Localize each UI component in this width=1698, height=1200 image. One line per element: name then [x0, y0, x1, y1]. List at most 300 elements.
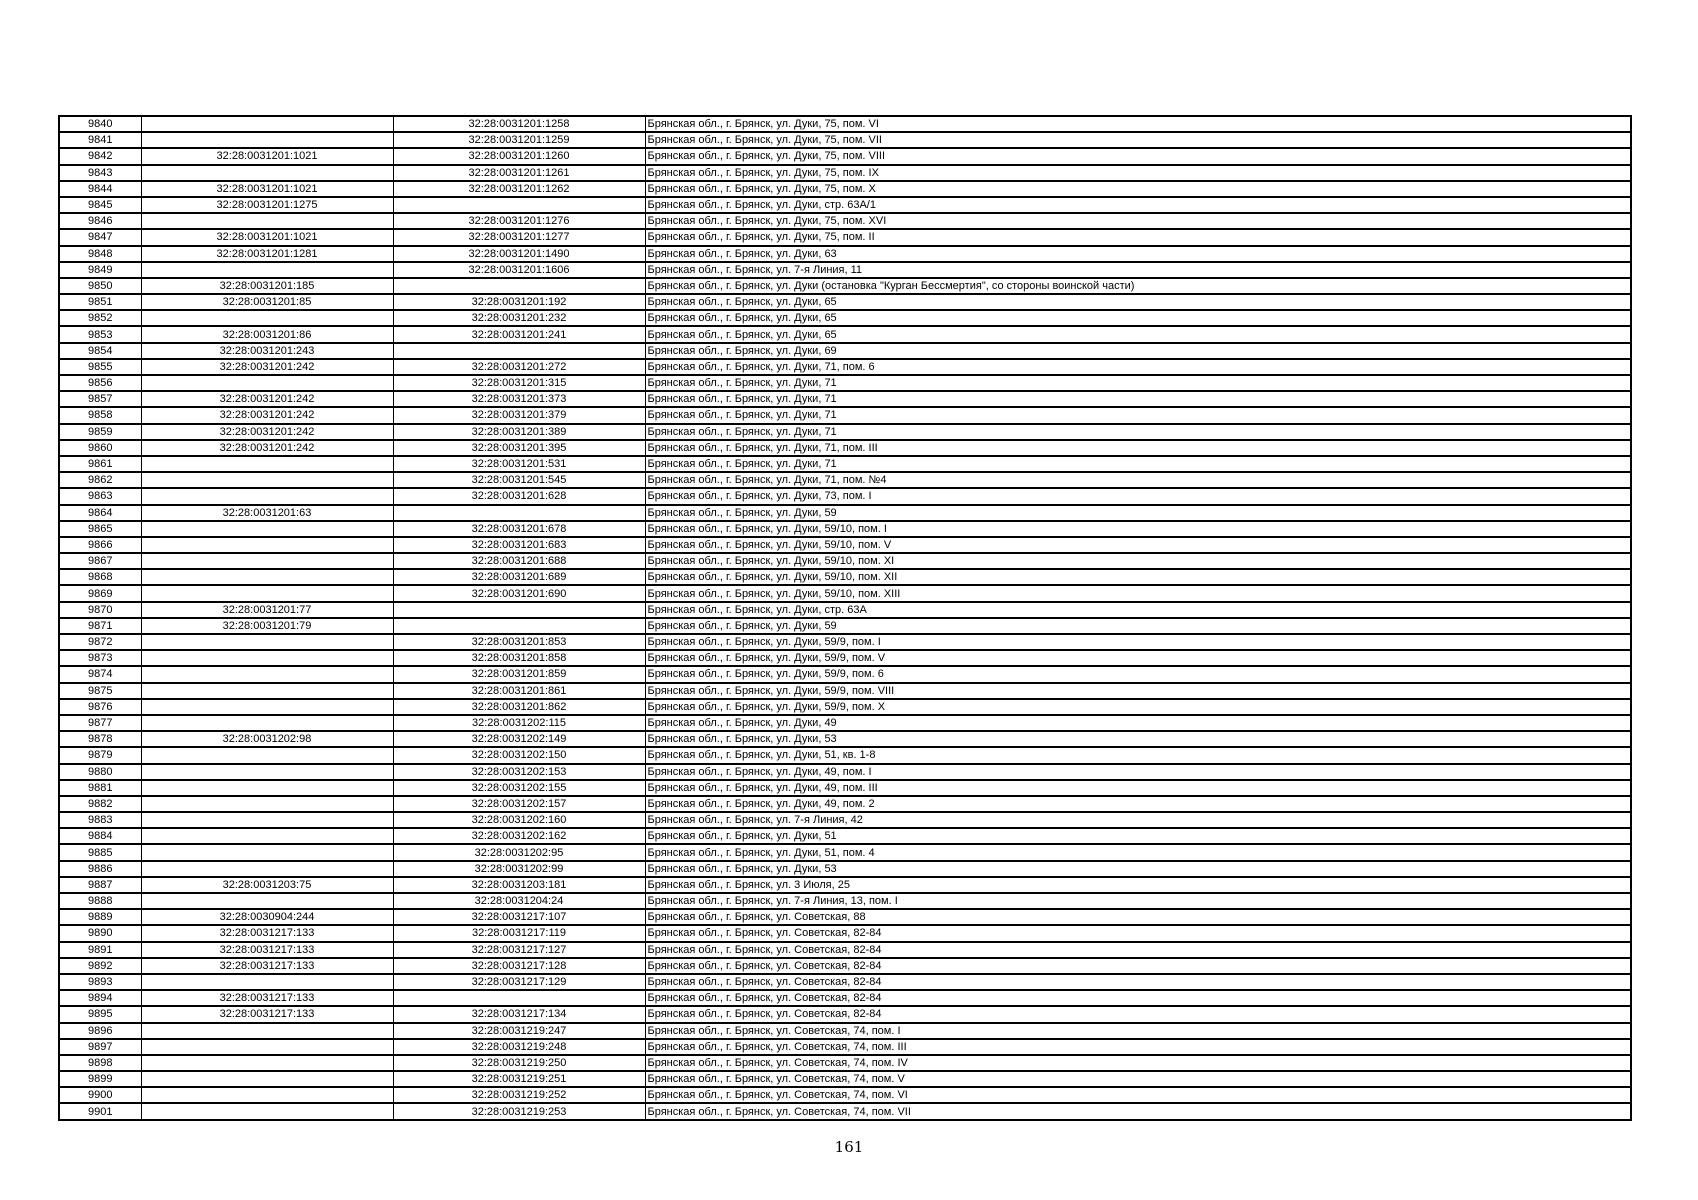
cadastral-number-b-cell: 32:28:0031201:545	[393, 472, 645, 488]
cadastral-number-b-cell: 32:28:0031201:272	[393, 359, 645, 375]
cadastral-number-a-cell	[141, 974, 393, 990]
table-row	[59, 213, 1631, 229]
address-cell: Брянская обл., г. Брянск, ул. Дуки, 59	[645, 505, 1631, 521]
address-cell: Брянская обл., г. Брянск, ул. Советская, 74, пом. IV	[645, 1055, 1631, 1071]
cadastral-number-b-cell	[393, 990, 645, 1006]
address-cell: Брянская обл., г. Брянск, ул. Дуки, стр. 63А	[645, 602, 1631, 618]
address-cell: Брянская обл., г. Брянск, ул. Дуки, 75, пом. VII	[645, 132, 1631, 148]
row-number-cell: 9868	[59, 569, 141, 585]
cadastral-number-a-cell	[141, 683, 393, 699]
address-cell: Брянская обл., г. Брянск, ул. 3 Июля, 25	[645, 877, 1631, 893]
address-cell: Брянская обл., г. Брянск, ул. Дуки, 59/10, пом. XI	[645, 553, 1631, 569]
address-cell: Брянская обл., г. Брянск, ул. Дуки, 71	[645, 407, 1631, 423]
table-row	[59, 909, 1631, 925]
table-row	[59, 440, 1631, 456]
address-cell: Брянская обл., г. Брянск, ул. Дуки, 71	[645, 424, 1631, 440]
cadastral-number-b-cell: 32:28:0031201:389	[393, 424, 645, 440]
cadastral-number-b-cell: 32:28:0031219:247	[393, 1023, 645, 1039]
cadastral-number-b-cell: 32:28:0031202:115	[393, 715, 645, 731]
cadastral-number-b-cell: 32:28:0031201:688	[393, 553, 645, 569]
row-number-cell: 9896	[59, 1023, 141, 1039]
row-number-cell: 9875	[59, 683, 141, 699]
cadastral-number-b-cell: 32:28:0031204:24	[393, 893, 645, 909]
address-cell: Брянская обл., г. Брянск, ул. Дуки, 71	[645, 456, 1631, 472]
table-row	[59, 602, 1631, 618]
cadastral-number-b-cell: 32:28:0031201:379	[393, 407, 645, 423]
row-number-cell: 9876	[59, 699, 141, 715]
table-row	[59, 699, 1631, 715]
row-number-cell: 9843	[59, 165, 141, 181]
row-number-cell: 9855	[59, 359, 141, 375]
cadastral-number-a-cell	[141, 132, 393, 148]
cadastral-number-b-cell: 32:28:0031201:1490	[393, 246, 645, 262]
cadastral-number-a-cell: 32:28:0031201:243	[141, 343, 393, 359]
table-row	[59, 942, 1631, 958]
table-row	[59, 1055, 1631, 1071]
address-cell: Брянская обл., г. Брянск, ул. 7-я Линия, 11	[645, 262, 1631, 278]
cadastral-number-a-cell	[141, 375, 393, 391]
row-number-cell: 9867	[59, 553, 141, 569]
table-row	[59, 666, 1631, 682]
table-row	[59, 618, 1631, 634]
row-number-cell: 9893	[59, 974, 141, 990]
cadastral-number-b-cell: 32:28:0031219:248	[393, 1039, 645, 1055]
cadastral-number-b-cell: 32:28:0031217:119	[393, 925, 645, 941]
cadastral-number-a-cell	[141, 569, 393, 585]
row-number-cell: 9854	[59, 343, 141, 359]
table-row	[59, 650, 1631, 666]
address-cell: Брянская обл., г. Брянск, ул. Советская, 74, пом. VI	[645, 1087, 1631, 1103]
table-row	[59, 246, 1631, 262]
cadastral-number-b-cell: 32:28:0031201:858	[393, 650, 645, 666]
table-row	[59, 181, 1631, 197]
cadastral-number-b-cell: 32:28:0031202:157	[393, 796, 645, 812]
registry-table	[58, 115, 1632, 1121]
cadastral-number-a-cell	[141, 666, 393, 682]
table-row	[59, 569, 1631, 585]
cadastral-number-b-cell: 32:28:0031202:95	[393, 844, 645, 860]
address-cell: Брянская обл., г. Брянск, ул. Дуки, 49, пом. I	[645, 764, 1631, 780]
cadastral-number-b-cell: 32:28:0031201:1276	[393, 213, 645, 229]
cadastral-number-a-cell	[141, 828, 393, 844]
cadastral-number-a-cell	[141, 165, 393, 181]
row-number-cell: 9852	[59, 310, 141, 326]
cadastral-number-b-cell: 32:28:0031202:162	[393, 828, 645, 844]
table-row	[59, 1071, 1631, 1087]
cadastral-number-a-cell: 32:28:0031201:242	[141, 424, 393, 440]
table-row	[59, 747, 1631, 763]
table-row	[59, 229, 1631, 245]
cadastral-number-b-cell: 32:28:0031202:160	[393, 812, 645, 828]
cadastral-number-b-cell: 32:28:0031201:1606	[393, 262, 645, 278]
cadastral-number-a-cell: 32:28:0031201:86	[141, 326, 393, 342]
table-row	[59, 1006, 1631, 1022]
table-row	[59, 148, 1631, 164]
row-number-cell: 9898	[59, 1055, 141, 1071]
cadastral-number-b-cell	[393, 505, 645, 521]
address-cell: Брянская обл., г. Брянск, ул. Советская, 82-84	[645, 942, 1631, 958]
row-number-cell: 9865	[59, 521, 141, 537]
row-number-cell: 9883	[59, 812, 141, 828]
table-row	[59, 796, 1631, 812]
cadastral-number-a-cell	[141, 537, 393, 553]
row-number-cell: 9885	[59, 844, 141, 860]
address-cell: Брянская обл., г. Брянск, ул. 7-я Линия, 13, пом. I	[645, 893, 1631, 909]
cadastral-number-b-cell: 32:28:0031201:1260	[393, 148, 645, 164]
cadastral-number-a-cell: 32:28:0030904:244	[141, 909, 393, 925]
cadastral-number-b-cell: 32:28:0031203:181	[393, 877, 645, 893]
address-cell: Брянская обл., г. Брянск, ул. Дуки, 63	[645, 246, 1631, 262]
cadastral-number-a-cell	[141, 844, 393, 860]
cadastral-number-b-cell: 32:28:0031201:1259	[393, 132, 645, 148]
cadastral-number-a-cell: 32:28:0031201:242	[141, 440, 393, 456]
address-cell: Брянская обл., г. Брянск, ул. Дуки, стр. 63А/1	[645, 197, 1631, 213]
table-row	[59, 1039, 1631, 1055]
cadastral-number-b-cell: 32:28:0031201:690	[393, 585, 645, 601]
address-cell: Брянская обл., г. Брянск, ул. Советская, 88	[645, 909, 1631, 925]
table-row	[59, 1023, 1631, 1039]
row-number-cell: 9879	[59, 747, 141, 763]
address-cell: Брянская обл., г. Брянск, ул. Советская, 82-84	[645, 1006, 1631, 1022]
address-cell: Брянская обл., г. Брянск, ул. Советская, 74, пом. III	[645, 1039, 1631, 1055]
cadastral-number-a-cell	[141, 812, 393, 828]
cadastral-number-b-cell: 32:28:0031202:150	[393, 747, 645, 763]
row-number-cell: 9900	[59, 1087, 141, 1103]
cadastral-number-b-cell	[393, 197, 645, 213]
cadastral-number-b-cell: 32:28:0031217:129	[393, 974, 645, 990]
cadastral-number-a-cell	[141, 585, 393, 601]
table-row	[59, 294, 1631, 310]
cadastral-number-a-cell	[141, 553, 393, 569]
address-cell: Брянская обл., г. Брянск, ул. Дуки, 73, пом. I	[645, 488, 1631, 504]
address-cell: Брянская обл., г. Брянск, ул. Дуки, 51	[645, 828, 1631, 844]
table-row	[59, 116, 1631, 132]
address-cell: Брянская обл., г. Брянск, ул. Дуки, 75, пом. VIII	[645, 148, 1631, 164]
table-row	[59, 310, 1631, 326]
row-number-cell: 9841	[59, 132, 141, 148]
row-number-cell: 9842	[59, 148, 141, 164]
cadastral-number-b-cell: 32:28:0031201:678	[393, 521, 645, 537]
cadastral-number-a-cell: 32:28:0031201:77	[141, 602, 393, 618]
row-number-cell: 9886	[59, 861, 141, 877]
address-cell: Брянская обл., г. Брянск, ул. Дуки, 59/10, пом. I	[645, 521, 1631, 537]
cadastral-number-a-cell	[141, 1071, 393, 1087]
row-number-cell: 9873	[59, 650, 141, 666]
address-cell: Брянская обл., г. Брянск, ул. Дуки (остановка "Курган Бессмертия", со стороны воинской части)	[645, 278, 1631, 294]
cadastral-number-a-cell: 32:28:0031201:242	[141, 391, 393, 407]
row-number-cell: 9901	[59, 1103, 141, 1119]
row-number-cell: 9882	[59, 796, 141, 812]
address-cell: Брянская обл., г. Брянск, ул. Дуки, 49	[645, 715, 1631, 731]
cadastral-number-a-cell: 32:28:0031217:133	[141, 925, 393, 941]
cadastral-number-b-cell: 32:28:0031202:153	[393, 764, 645, 780]
cadastral-number-b-cell: 32:28:0031201:1258	[393, 116, 645, 132]
table-row	[59, 925, 1631, 941]
cadastral-number-a-cell: 32:28:0031201:242	[141, 407, 393, 423]
table-row	[59, 634, 1631, 650]
cadastral-number-a-cell: 32:28:0031201:1021	[141, 148, 393, 164]
address-cell: Брянская обл., г. Брянск, ул. Дуки, 59/10, пом. XIII	[645, 585, 1631, 601]
row-number-cell: 9846	[59, 213, 141, 229]
cadastral-number-b-cell: 32:28:0031201:395	[393, 440, 645, 456]
row-number-cell: 9850	[59, 278, 141, 294]
address-cell: Брянская обл., г. Брянск, ул. Советская, 82-84	[645, 974, 1631, 990]
cadastral-number-b-cell	[393, 618, 645, 634]
row-number-cell: 9891	[59, 942, 141, 958]
cadastral-number-a-cell: 32:28:0031201:85	[141, 294, 393, 310]
table-row	[59, 424, 1631, 440]
table-row	[59, 683, 1631, 699]
table-row	[59, 828, 1631, 844]
cadastral-number-a-cell: 32:28:0031217:133	[141, 958, 393, 974]
address-cell: Брянская обл., г. Брянск, ул. Дуки, 75, пом. IX	[645, 165, 1631, 181]
address-cell: Брянская обл., г. Брянск, ул. Советская, 82-84	[645, 990, 1631, 1006]
cadastral-number-a-cell	[141, 747, 393, 763]
cadastral-number-b-cell: 32:28:0031201:859	[393, 666, 645, 682]
cadastral-number-a-cell	[141, 488, 393, 504]
cadastral-number-b-cell: 32:28:0031201:315	[393, 375, 645, 391]
cadastral-number-b-cell: 32:28:0031202:149	[393, 731, 645, 747]
row-number-cell: 9869	[59, 585, 141, 601]
cadastral-number-a-cell: 32:28:0031201:185	[141, 278, 393, 294]
address-cell: Брянская обл., г. Брянск, ул. Дуки, 75, пом. X	[645, 181, 1631, 197]
row-number-cell: 9890	[59, 925, 141, 941]
table-row	[59, 553, 1631, 569]
cadastral-number-a-cell	[141, 780, 393, 796]
address-cell: Брянская обл., г. Брянск, ул. Дуки, 59/9, пом. X	[645, 699, 1631, 715]
table-row	[59, 731, 1631, 747]
table-row	[59, 391, 1631, 407]
address-cell: Брянская обл., г. Брянск, ул. Советская, 82-84	[645, 958, 1631, 974]
registry-table-body	[59, 116, 1631, 1120]
row-number-cell: 9860	[59, 440, 141, 456]
row-number-cell: 9863	[59, 488, 141, 504]
address-cell: Брянская обл., г. Брянск, ул. Дуки, 71	[645, 375, 1631, 391]
cadastral-number-b-cell: 32:28:0031201:862	[393, 699, 645, 715]
address-cell: Брянская обл., г. Брянск, ул. Дуки, 51, пом. 4	[645, 844, 1631, 860]
row-number-cell: 9845	[59, 197, 141, 213]
cadastral-number-a-cell	[141, 1087, 393, 1103]
cadastral-number-a-cell: 32:28:0031202:98	[141, 731, 393, 747]
row-number-cell: 9878	[59, 731, 141, 747]
cadastral-number-b-cell: 32:28:0031201:373	[393, 391, 645, 407]
row-number-cell: 9849	[59, 262, 141, 278]
table-row	[59, 974, 1631, 990]
cadastral-number-b-cell	[393, 602, 645, 618]
address-cell: Брянская обл., г. Брянск, ул. Дуки, 59/9, пом. VIII	[645, 683, 1631, 699]
cadastral-number-a-cell: 32:28:0031201:1021	[141, 181, 393, 197]
cadastral-number-b-cell: 32:28:0031201:232	[393, 310, 645, 326]
cadastral-number-b-cell: 32:28:0031201:241	[393, 326, 645, 342]
address-cell: Брянская обл., г. Брянск, ул. Дуки, 49, пом. 2	[645, 796, 1631, 812]
table-row	[59, 844, 1631, 860]
cadastral-number-b-cell: 32:28:0031219:253	[393, 1103, 645, 1119]
row-number-cell: 9884	[59, 828, 141, 844]
cadastral-number-a-cell: 32:28:0031201:242	[141, 359, 393, 375]
address-cell: Брянская обл., г. Брянск, ул. Дуки, 75, пом. VI	[645, 116, 1631, 132]
row-number-cell: 9853	[59, 326, 141, 342]
cadastral-number-a-cell	[141, 893, 393, 909]
cadastral-number-a-cell: 32:28:0031217:133	[141, 942, 393, 958]
row-number-cell: 9877	[59, 715, 141, 731]
table-row	[59, 488, 1631, 504]
cadastral-number-a-cell: 32:28:0031217:133	[141, 1006, 393, 1022]
address-cell: Брянская обл., г. Брянск, ул. Дуки, 65	[645, 294, 1631, 310]
row-number-cell: 9888	[59, 893, 141, 909]
row-number-cell: 9871	[59, 618, 141, 634]
row-number-cell: 9880	[59, 764, 141, 780]
table-row	[59, 764, 1631, 780]
cadastral-number-b-cell: 32:28:0031219:251	[393, 1071, 645, 1087]
cadastral-number-b-cell: 32:28:0031201:192	[393, 294, 645, 310]
cadastral-number-b-cell: 32:28:0031201:531	[393, 456, 645, 472]
table-row	[59, 585, 1631, 601]
table-row	[59, 472, 1631, 488]
row-number-cell: 9856	[59, 375, 141, 391]
cadastral-number-a-cell	[141, 796, 393, 812]
cadastral-number-b-cell: 32:28:0031201:1277	[393, 229, 645, 245]
table-row	[59, 958, 1631, 974]
row-number-cell: 9889	[59, 909, 141, 925]
table-row	[59, 407, 1631, 423]
table-row	[59, 861, 1631, 877]
cadastral-number-b-cell: 32:28:0031217:127	[393, 942, 645, 958]
table-row	[59, 1087, 1631, 1103]
table-row	[59, 780, 1631, 796]
table-row	[59, 278, 1631, 294]
cadastral-number-a-cell: 32:28:0031201:1281	[141, 246, 393, 262]
row-number-cell: 9848	[59, 246, 141, 262]
cadastral-number-b-cell	[393, 343, 645, 359]
table-row	[59, 456, 1631, 472]
address-cell: Брянская обл., г. Брянск, ул. Дуки, 69	[645, 343, 1631, 359]
address-cell: Брянская обл., г. Брянск, ул. Дуки, 49, пом. III	[645, 780, 1631, 796]
table-row	[59, 326, 1631, 342]
address-cell: Брянская обл., г. Брянск, ул. Дуки, 59/10, пом. V	[645, 537, 1631, 553]
cadastral-number-a-cell	[141, 213, 393, 229]
cadastral-number-a-cell	[141, 699, 393, 715]
table-row	[59, 877, 1631, 893]
row-number-cell: 9870	[59, 602, 141, 618]
table-row	[59, 359, 1631, 375]
table-row	[59, 990, 1631, 1006]
cadastral-number-a-cell	[141, 1103, 393, 1119]
cadastral-number-a-cell: 32:28:0031203:75	[141, 877, 393, 893]
table-row	[59, 893, 1631, 909]
cadastral-number-a-cell	[141, 715, 393, 731]
table-row	[59, 165, 1631, 181]
row-number-cell: 9872	[59, 634, 141, 650]
row-number-cell: 9864	[59, 505, 141, 521]
cadastral-number-a-cell: 32:28:0031217:133	[141, 990, 393, 1006]
table-row	[59, 1103, 1631, 1119]
cadastral-number-b-cell: 32:28:0031217:107	[393, 909, 645, 925]
cadastral-number-b-cell: 32:28:0031201:853	[393, 634, 645, 650]
row-number-cell: 9847	[59, 229, 141, 245]
cadastral-number-b-cell: 32:28:0031219:252	[393, 1087, 645, 1103]
address-cell: Брянская обл., г. Брянск, ул. Дуки, 51, кв. 1-8	[645, 747, 1631, 763]
row-number-cell: 9897	[59, 1039, 141, 1055]
address-cell: Брянская обл., г. Брянск, ул. Дуки, 65	[645, 310, 1631, 326]
page-number: 161	[834, 1138, 864, 1156]
cadastral-number-a-cell	[141, 634, 393, 650]
cadastral-number-a-cell	[141, 764, 393, 780]
row-number-cell: 9892	[59, 958, 141, 974]
row-number-cell: 9894	[59, 990, 141, 1006]
cadastral-number-b-cell: 32:28:0031201:689	[393, 569, 645, 585]
table-row	[59, 132, 1631, 148]
cadastral-number-b-cell: 32:28:0031217:134	[393, 1006, 645, 1022]
table-row	[59, 197, 1631, 213]
address-cell: Брянская обл., г. Брянск, ул. Дуки, 71, пом. III	[645, 440, 1631, 456]
table-row	[59, 537, 1631, 553]
cadastral-number-b-cell: 32:28:0031201:861	[393, 683, 645, 699]
address-cell: Брянская обл., г. Брянск, ул. Дуки, 59/9, пом. V	[645, 650, 1631, 666]
table-row	[59, 521, 1631, 537]
cadastral-number-b-cell: 32:28:0031201:683	[393, 537, 645, 553]
row-number-cell: 9858	[59, 407, 141, 423]
row-number-cell: 9851	[59, 294, 141, 310]
cadastral-number-a-cell	[141, 262, 393, 278]
cadastral-number-b-cell: 32:28:0031219:250	[393, 1055, 645, 1071]
address-cell: Брянская обл., г. Брянск, ул. Дуки, 53	[645, 861, 1631, 877]
table-row	[59, 812, 1631, 828]
row-number-cell: 9874	[59, 666, 141, 682]
cadastral-number-b-cell: 32:28:0031202:99	[393, 861, 645, 877]
table-row	[59, 262, 1631, 278]
address-cell: Брянская обл., г. Брянск, ул. 7-я Линия, 42	[645, 812, 1631, 828]
cadastral-number-a-cell	[141, 1023, 393, 1039]
address-cell: Брянская обл., г. Брянск, ул. Дуки, 53	[645, 731, 1631, 747]
cadastral-number-a-cell	[141, 521, 393, 537]
address-cell: Брянская обл., г. Брянск, ул. Советская, 74, пом. I	[645, 1023, 1631, 1039]
cadastral-number-a-cell	[141, 861, 393, 877]
row-number-cell: 9881	[59, 780, 141, 796]
cadastral-number-a-cell	[141, 1055, 393, 1071]
row-number-cell: 9862	[59, 472, 141, 488]
address-cell: Брянская обл., г. Брянск, ул. Советская, 74, пом. VII	[645, 1103, 1631, 1119]
cadastral-number-b-cell: 32:28:0031201:1262	[393, 181, 645, 197]
address-cell: Брянская обл., г. Брянск, ул. Советская, 74, пом. V	[645, 1071, 1631, 1087]
table-row	[59, 343, 1631, 359]
address-cell: Брянская обл., г. Брянск, ул. Дуки, 59	[645, 618, 1631, 634]
cadastral-number-a-cell	[141, 472, 393, 488]
row-number-cell: 9859	[59, 424, 141, 440]
cadastral-number-a-cell	[141, 456, 393, 472]
table-row	[59, 375, 1631, 391]
table-row	[59, 505, 1631, 521]
row-number-cell: 9895	[59, 1006, 141, 1022]
address-cell: Брянская обл., г. Брянск, ул. Дуки, 59/9, пом. I	[645, 634, 1631, 650]
address-cell: Брянская обл., г. Брянск, ул. Дуки, 75, пом. XVI	[645, 213, 1631, 229]
cadastral-number-a-cell	[141, 650, 393, 666]
cadastral-number-b-cell: 32:28:0031217:128	[393, 958, 645, 974]
address-cell: Брянская обл., г. Брянск, ул. Дуки, 71, пом. №4	[645, 472, 1631, 488]
row-number-cell: 9844	[59, 181, 141, 197]
address-cell: Брянская обл., г. Брянск, ул. Дуки, 75, пом. II	[645, 229, 1631, 245]
address-cell: Брянская обл., г. Брянск, ул. Дуки, 71, пом. 6	[645, 359, 1631, 375]
row-number-cell: 9899	[59, 1071, 141, 1087]
row-number-cell: 9861	[59, 456, 141, 472]
cadastral-number-b-cell	[393, 278, 645, 294]
address-cell: Брянская обл., г. Брянск, ул. Дуки, 59/10, пом. XII	[645, 569, 1631, 585]
cadastral-number-a-cell	[141, 116, 393, 132]
cadastral-number-a-cell	[141, 1039, 393, 1055]
cadastral-number-a-cell: 32:28:0031201:79	[141, 618, 393, 634]
row-number-cell: 9866	[59, 537, 141, 553]
address-cell: Брянская обл., г. Брянск, ул. Советская, 82-84	[645, 925, 1631, 941]
row-number-cell: 9840	[59, 116, 141, 132]
